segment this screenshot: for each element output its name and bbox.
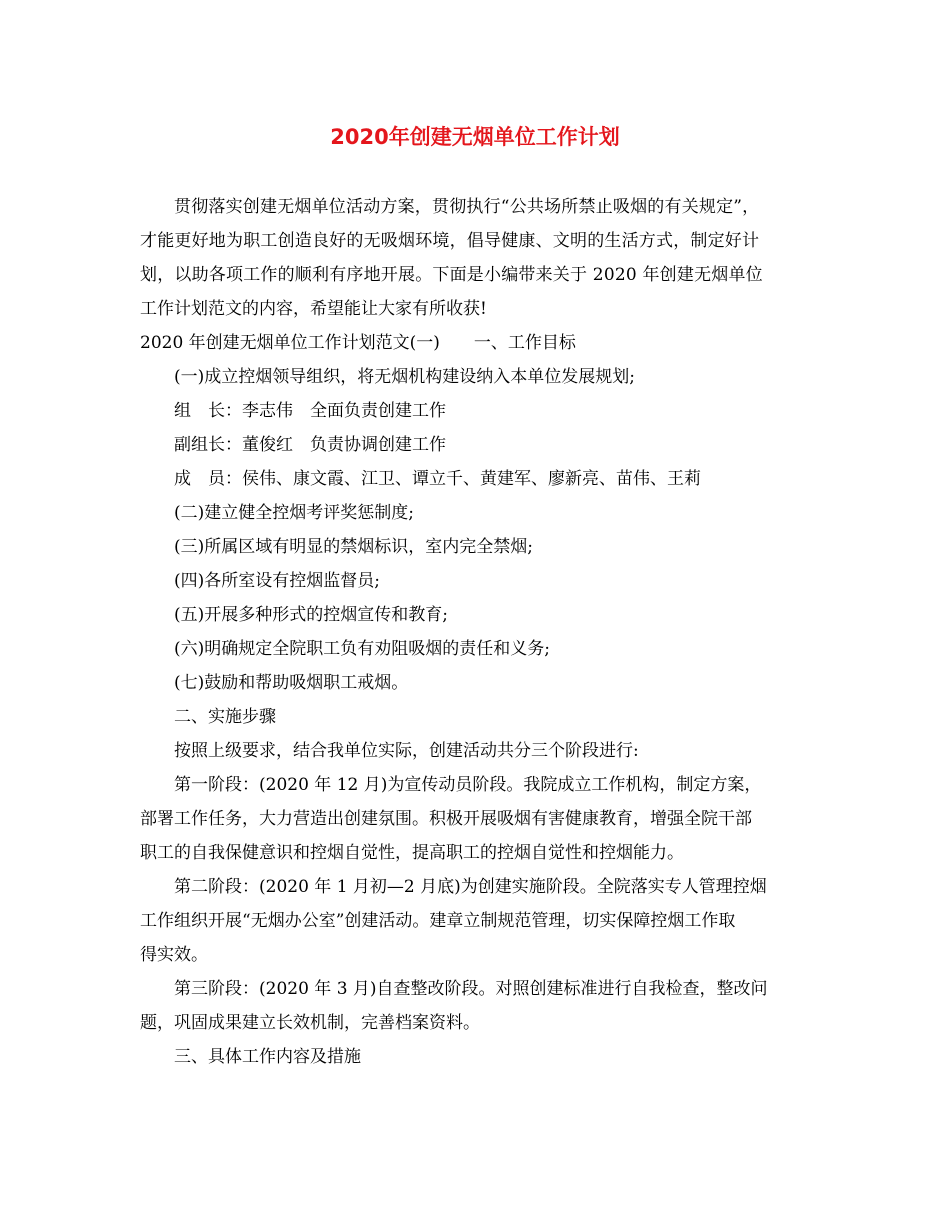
list-item: (七)鼓励和帮助吸烟职工戒烟。: [174, 673, 409, 693]
list-item: (六)明确规定全院职工负有劝阻吸烟的责任和义务;: [174, 639, 550, 659]
paragraph-line: 部署工作任务，大力营造出创建氛围。积极开展吸烟有害健康教育，增强全院干部: [140, 809, 752, 829]
paragraph-line: 工作组织开展“无烟办公室”创建活动。建章立制规范管理，切实保障控烟工作取: [140, 911, 736, 931]
paragraph-line: 题，巩固成果建立长效机制，完善档案资料。: [140, 1013, 480, 1033]
list-item: 成 员：侯伟、康文霞、江卫、谭立千、黄建军、廖新亮、苗伟、王莉: [174, 469, 701, 489]
paragraph-line: 第三阶段：(2020 年 3 月)自查整改阶段。对照创建标准进行自我检查，整改问: [174, 979, 768, 999]
paragraph-line: 工作计划范文的内容，希望能让大家有所收获!: [140, 299, 487, 319]
paragraph-line: 按照上级要求，结合我单位实际，创建活动共分三个阶段进行:: [174, 741, 639, 761]
paragraph-line: 职工的自我保健意识和控烟自觉性，提高职工的控烟自觉性和控烟能力。: [140, 843, 684, 863]
document-title: 2020年创建无烟单位工作计划: [330, 125, 620, 149]
paragraph-line: 划，以助各项工作的顺利有序地开展。下面是小编带来关于 2020 年创建无烟单位: [140, 265, 763, 285]
list-item: (四)各所室设有控烟监督员;: [174, 571, 380, 591]
section-heading-line: 2020 年创建无烟单位工作计划范文(一) 一、工作目标: [140, 333, 576, 353]
paragraph-line: 第一阶段：(2020 年 12 月)为宣传动员阶段。我院成立工作机构，制定方案，: [174, 775, 762, 795]
section-heading: 二、实施步骤: [174, 707, 276, 727]
paragraph-line: 得实效。: [140, 945, 208, 965]
paragraph-line: 第二阶段：(2020 年 1 月初—2 月底)为创建实施阶段。全院落实专人管理控烟: [174, 877, 767, 897]
paragraph-line: 才能更好地为职工创造良好的无吸烟环境，倡导健康、文明的生活方式，制定好计: [140, 231, 760, 251]
list-item: 组 长：李志伟 全面负责创建工作: [174, 401, 446, 421]
list-item: (一)成立控烟领导组织，将无烟机构建设纳入本单位发展规划;: [174, 367, 635, 387]
list-item: 副组长：董俊红 负责协调创建工作: [174, 435, 446, 455]
list-item: (五)开展多种形式的控烟宣传和教育;: [174, 605, 448, 625]
section-heading: 三、具体工作内容及措施: [174, 1047, 361, 1067]
document-body: [140, 190, 812, 1074]
list-item: (三)所属区域有明显的禁烟标识，室内完全禁烟;: [174, 537, 533, 557]
paragraph-line: 贯彻落实创建无烟单位活动方案，贯彻执行“公共场所禁止吸烟的有关规定”，: [174, 197, 760, 217]
list-item: (二)建立健全控烟考评奖惩制度;: [174, 503, 414, 523]
